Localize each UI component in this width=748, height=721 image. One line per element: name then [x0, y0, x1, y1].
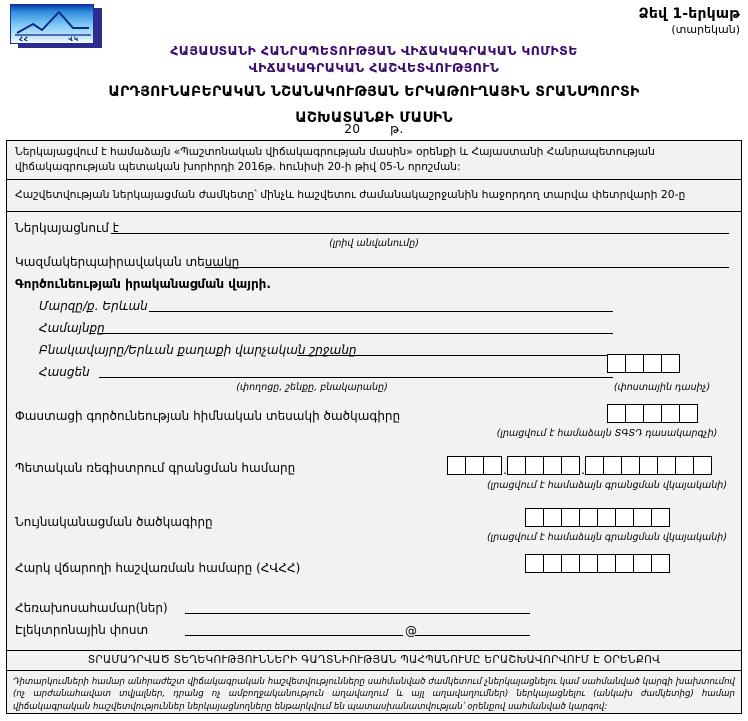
input-box-cell[interactable]: [675, 456, 694, 475]
address-hint: (փողոցը, շենքը, բնակարանը): [236, 381, 388, 393]
input-box-cell[interactable]: [633, 554, 652, 573]
legal-basis-band: [7, 141, 741, 180]
input-box-cell[interactable]: [525, 456, 544, 475]
phone-row: [15, 600, 733, 616]
email-local-input[interactable]: [185, 635, 403, 636]
submitter-input[interactable]: [111, 233, 729, 234]
email-row: [15, 622, 733, 638]
legal-warning-block: [7, 671, 741, 718]
identification-code-hint: (լրացվում է համաձայն գրանցման վկայականի): [486, 531, 728, 543]
input-box-cell[interactable]: [543, 554, 562, 573]
legal-form-input[interactable]: [205, 267, 729, 268]
input-box-cell[interactable]: [507, 456, 526, 475]
phone-input[interactable]: [185, 613, 530, 614]
community-label: Համայնքը: [39, 320, 105, 335]
region-row: [39, 298, 733, 314]
legal-warning-text: Դիտարկումների համար անհրաժեշտ վիճակագրական հաշվետվությունները սահմանված ժամկետում չներկայացնելու կամ սահմանված կարգի խախտումով (ոչ արժանահավատ տվյալներ, դրանց ոչ ամբողջականություն աղավաղում և այլ աղավաղումներ) ներկայացնելու (անկախ ժամկետից) համար վիճակագրական հաշվետվություններ ներկայացնողները ենթարկվում են պատասխանատվության՝ օրենքով սահմանված կարգով:: [13, 676, 735, 712]
input-box-cell[interactable]: [657, 456, 676, 475]
input-box-cell[interactable]: [447, 456, 466, 475]
confidentiality-notice: ՏՐԱՄԱԴՐՎԱԾ ՏԵՂԵԿՈՒԹՅՈՒՆՆԵՐԻ ԳԱՂՏՆԻՈՒԹՅԱՆ ՊԱՀՊԱՆՈՒՄԸ ԵՐԱՇԽԱՎՈՐՎՈՒՄ Է ՕՐԵՆՔՈՎ: [7, 650, 741, 671]
box-group-separator: .: [503, 462, 507, 477]
email-domain-input[interactable]: [415, 635, 530, 636]
form-periodicity: (տարեկան): [671, 23, 740, 36]
deadline-text: Հաշվետվության ներկայացման ժամկետը՝ մինչև հաշվետու ժամանակաշրջանին հաջորդող տարվա փետրվարի 20-ը: [15, 188, 686, 201]
logo-text-right: ՎԿ: [68, 36, 79, 43]
year-suffix: թ.: [390, 122, 404, 136]
input-box-cell[interactable]: [597, 554, 616, 573]
input-box-cell[interactable]: [607, 354, 626, 373]
input-box-cell[interactable]: [661, 354, 680, 373]
taxpayer-number-row: [15, 560, 300, 576]
taxpayer-number-boxes[interactable]: [525, 554, 670, 573]
address-label: Հասցեն: [39, 364, 90, 379]
identification-code-label: Նույնականացման ծածկագիրը: [15, 514, 213, 529]
postal-code-boxes[interactable]: [607, 354, 680, 373]
page-header: [0, 0, 748, 126]
submitter-hint: (լրիվ անվանումը): [329, 237, 419, 249]
state-registration-boxes[interactable]: [447, 456, 712, 475]
org-line-2: ՎԻՃԱԿԱԳՐԱԿԱՆ ՀԱՇՎԵՏՎՈՒԹՅՈՒՆ: [248, 60, 500, 75]
community-input[interactable]: [99, 333, 613, 334]
email-at-symbol: @: [405, 623, 417, 638]
input-box-cell[interactable]: [603, 456, 622, 475]
year-row: [0, 122, 748, 136]
report-title-line-1: ԱՐԴՅՈՒՆԱԲԵՐԱԿԱՆ ՆՇԱՆԱԿՈՒԹՅԱՆ ԵՐԿԱԹՈՒՂԱՅԻՆ ՏՐԱՆՍՊՈՐՏԻ: [108, 84, 640, 100]
input-box-cell[interactable]: [465, 456, 484, 475]
settlement-label: Բնակավայրը/Երևան քաղաքի վարչական շրջանը: [39, 342, 357, 357]
region-input[interactable]: [149, 311, 613, 312]
community-row: [39, 320, 733, 336]
input-box-cell[interactable]: [597, 508, 616, 527]
org-line-1: ՀԱՅԱՍՏԱՆԻ ՀԱՆՐԱՊԵՏՈՒԹՅԱՆ ՎԻՃԱԿԱԳՐԱԿԱՆ ԿՈՄԻՏԵ: [170, 43, 578, 58]
taxpayer-number-label: Հարկ վճարողի հաշվառման համարը (ՀՎՀՀ): [15, 560, 301, 575]
input-box-cell[interactable]: [561, 554, 580, 573]
state-registration-label: Պետական ռեգիստրում գրանցման համարը: [15, 460, 296, 475]
activity-class-hint: (լրացվում է համաձայն ՏԳՏԴ դասակարգչի): [496, 427, 718, 439]
input-box-cell[interactable]: [693, 456, 712, 475]
input-box-cell[interactable]: [615, 508, 634, 527]
address-input[interactable]: [99, 377, 613, 378]
input-box-cell[interactable]: [679, 404, 698, 423]
input-box-cell[interactable]: [543, 508, 562, 527]
postal-code-hint: (փոստային դասիչ): [613, 381, 711, 393]
input-box-cell[interactable]: [525, 508, 544, 527]
legal-form-row: [15, 254, 733, 270]
form-code: Ձեվ 1-երկաթ: [638, 6, 740, 22]
input-box-cell[interactable]: [643, 354, 662, 373]
form-fields-area: [7, 212, 741, 650]
input-box-cell[interactable]: [643, 404, 662, 423]
form-frame: [6, 140, 742, 714]
logo-text-left: ՀՀ: [19, 36, 29, 43]
activity-class-boxes[interactable]: [607, 404, 698, 423]
logo-face: [10, 4, 94, 44]
input-box-cell[interactable]: [543, 456, 562, 475]
input-box-cell[interactable]: [579, 554, 598, 573]
identification-code-row: [15, 514, 213, 530]
report-title-line-2: ԱՇԽԱՏԱՆՔԻ ՄԱՍԻՆ: [295, 110, 453, 126]
email-label: Էլեկտրոնային փոստ: [15, 622, 149, 637]
input-box-cell[interactable]: [651, 554, 670, 573]
input-box-cell[interactable]: [525, 554, 544, 573]
input-box-cell[interactable]: [621, 456, 640, 475]
input-box-cell[interactable]: [561, 508, 580, 527]
phone-label: Հեռախոսահամար(ներ): [15, 600, 168, 615]
activity-class-row: [15, 408, 400, 424]
legal-basis-text: Ներկայացվում է համաձայն «Պաշտոնական վիճակագրության մասին» օրենքի և Հայաստանի Հանրապետության վիճակագրության պետական խորհրդի 2016թ. հունիսի 20-ի թիվ 05-Ն որոշման:: [15, 146, 655, 173]
activity-address-heading: Գործունեության իրականացման վայրի.: [15, 276, 271, 291]
identification-code-boxes[interactable]: [525, 508, 670, 527]
submitter-label: Ներկայացնում է: [15, 220, 119, 235]
year-prefix: 20: [344, 122, 361, 136]
input-box-cell[interactable]: [661, 404, 680, 423]
input-box-cell[interactable]: [579, 508, 598, 527]
box-group-separator: .: [581, 462, 585, 477]
activity-address-heading-row: [15, 276, 271, 292]
deadline-band: [7, 180, 741, 212]
input-box-cell[interactable]: [639, 456, 658, 475]
input-box-cell[interactable]: [607, 404, 626, 423]
state-registration-hint: (լրացվում է համաձայն գրանցման վկայականի): [486, 479, 728, 491]
input-box-cell[interactable]: [625, 354, 644, 373]
state-registration-row: [15, 460, 295, 476]
settlement-input[interactable]: [297, 355, 613, 356]
region-label: Մարզը/ք. Երևան: [39, 298, 148, 313]
input-box-cell[interactable]: [561, 456, 580, 475]
activity-class-label: Փաստացի գործունեության հիմնական տեսակի ծածկագիրը: [15, 408, 401, 423]
input-box-cell[interactable]: [585, 456, 604, 475]
legal-form-label: Կազմակերպաիրավական տեսակը: [15, 254, 240, 269]
input-box-cell[interactable]: [483, 456, 502, 475]
organization-title-block: [0, 42, 748, 128]
submitter-row: [15, 220, 733, 236]
input-box-cell[interactable]: [633, 508, 652, 527]
form-code-block: [638, 6, 740, 36]
input-box-cell[interactable]: [651, 508, 670, 527]
input-box-cell[interactable]: [625, 404, 644, 423]
input-box-cell[interactable]: [615, 554, 634, 573]
